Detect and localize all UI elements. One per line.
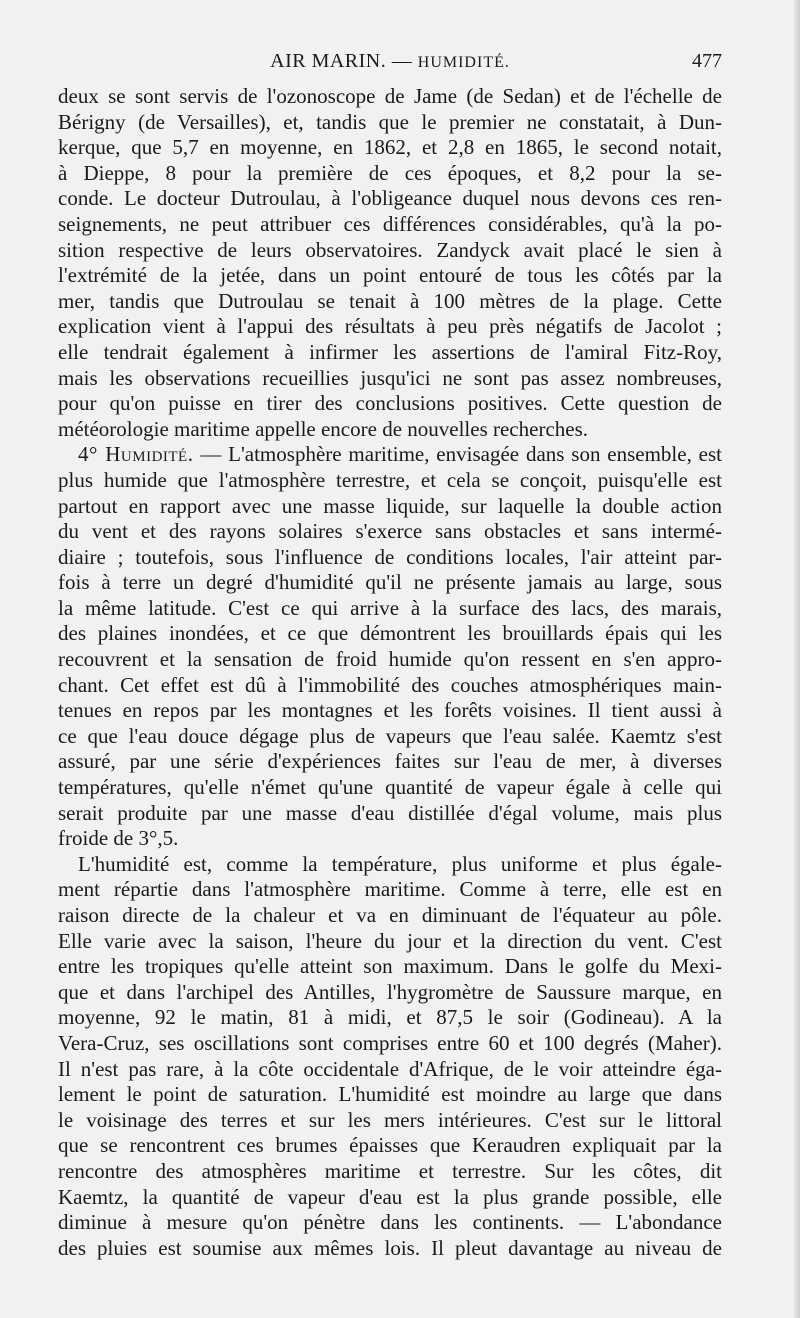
- text-line: seignements, ne peut attribuer ces différences considérables, qu'à la po-: [58, 211, 722, 236]
- text-line: mais les observations recueillies jusqu'ici ne sont pas assez nombreuses,: [58, 365, 722, 390]
- text-line: Vera-Cruz, ses oscillations sont comprises entre 60 et 100 degrés (Maher).: [58, 1030, 722, 1055]
- text-line: l'extrémité de la jetée, dans un point entouré de tous les côtés par la: [58, 263, 722, 288]
- text-line: sition respective de leurs observatoires. Zandyck avait placé le sien à: [58, 237, 722, 262]
- text-line: rencontre des atmosphères maritime et terrestre. Sur les côtes, dit: [58, 1158, 722, 1183]
- text-line: chant. Cet effet est dû à l'immobilité des couches atmosphériques main-: [58, 672, 722, 697]
- running-header: [58, 48, 722, 78]
- text-line: entre les tropiques qu'elle atteint son maximum. Dans le golfe du Mexi-: [58, 954, 722, 979]
- page-body: [58, 84, 722, 1261]
- text-line: à Dieppe, 8 pour la première de ces époques, et 8,2 pour la se-: [58, 160, 722, 185]
- text-line: des plaines inondées, et ce que démontrent les brouillards épais qui les: [58, 621, 722, 646]
- text-line: recouvrent et la sensation de froid humide qu'on ressent en s'en appro-: [58, 647, 722, 672]
- text-line: météorologie maritime appelle encore de nouvelles recherches.: [58, 416, 589, 441]
- text-line: elle tendrait également à infirmer les assertions de l'amiral Fitz-Roy,: [58, 339, 722, 364]
- text-line: assuré, par une série d'expériences faites sur l'eau de mer, à diverses: [58, 749, 722, 774]
- text-line: moyenne, 92 le matin, 81 à midi, et 87,5 le soir (Godineau). A la: [58, 1005, 722, 1030]
- text-line-fragment: — L'atmosphère maritime, envisagée dans son ensemble, est: [200, 442, 722, 467]
- text-line: du vent et des rayons solaires s'exerce sans obstacles et sans intermé-: [58, 519, 722, 544]
- text-line: conde. Le docteur Dutroulau, à l'obligeance duquel nous devons ces ren-: [58, 186, 722, 211]
- text-line: Bérigny (de Versailles), et, tandis que le premier ne constatait, à Dun-: [58, 109, 722, 134]
- text-line: deux se sont servis de l'ozonoscope de Jame (de Sedan) et de l'échelle de: [58, 84, 722, 108]
- text-line: raison directe de la chaleur et va en diminuant de l'équateur au pôle.: [58, 903, 722, 927]
- text-line: Elle varie avec la saison, l'heure du jour et la direction du vent. C'est: [58, 928, 722, 953]
- text-line: que et dans l'archipel des Antilles, l'hygromètre de Saussure marque, en: [58, 979, 722, 1004]
- text-line: diminue à mesure qu'on pénètre dans les continents. — L'abondance: [58, 1210, 722, 1235]
- text-line: partout en rapport avec une masse liquide, sur laquelle la double action: [58, 493, 722, 518]
- text-line: Kaemtz, la quantité de vapeur d'eau est la plus grande possible, elle: [58, 1184, 722, 1209]
- text-line: serait produite par une masse d'eau distillée d'égal volume, mais plus: [58, 800, 722, 825]
- running-title-sub: HUMIDITÉ.: [417, 54, 510, 71]
- text-line: des pluies est soumise aux mêmes lois. Il pleut davantage au niveau de: [58, 1235, 722, 1260]
- section-heading: 4° Humidité.: [78, 442, 194, 467]
- section-heading-line: [58, 442, 722, 468]
- text-line: L'humidité est, comme la température, plus uniforme et plus égale-: [78, 851, 722, 876]
- text-line: Il n'est pas rare, à la côte occidentale d'Afrique, de le voir atteindre éga-: [58, 1056, 722, 1081]
- text-line: la même latitude. C'est ce qui arrive à la surface des lacs, des marais,: [58, 595, 722, 620]
- text-line: températures, qu'elle n'émet qu'une quantité de vapeur égale à celle qui: [58, 775, 722, 800]
- text-line: diaire ; toutefois, sous l'influence de conditions locales, l'air atteint par-: [58, 544, 722, 569]
- text-line: fois à terre un degré d'humidité qu'il ne présente jamais au large, sous: [58, 570, 722, 595]
- text-line: froide de 3°,5.: [58, 826, 179, 851]
- page-edge: [794, 0, 800, 1318]
- running-title-main: AIR MARIN. —: [270, 50, 413, 72]
- text-line: ce que l'eau douce dégage plus de vapeurs que l'eau salée. Kaemtz s'est: [58, 723, 722, 748]
- text-line: que se rencontrent ces brumes épaisses que Keraudren expliquait par la: [58, 1133, 722, 1158]
- text-line: explication vient à l'appui des résultats à peu près négatifs de Jacolot ;: [58, 314, 722, 339]
- text-line: pour qu'on puisse en tirer des conclusions positives. Cette question de: [58, 391, 722, 416]
- text-line: kerque, que 5,7 en moyenne, en 1862, et 2,8 en 1865, le second notait,: [58, 135, 722, 160]
- text-line: lement le point de saturation. L'humidité est moindre au large que dans: [58, 1082, 722, 1107]
- text-line: le voisinage des terres et sur les mers intérieures. C'est sur le littoral: [58, 1107, 722, 1132]
- text-line: ment répartie dans l'atmosphère maritime. Comme à terre, elle est en: [58, 877, 722, 902]
- page-number: 477: [692, 50, 722, 72]
- text-line: tenues en repos par les montagnes et les forêts voisines. Il tient aussi à: [58, 698, 722, 723]
- text-line: mer, tandis que Dutroulau se tenait à 100 mètres de la plage. Cette: [58, 288, 722, 313]
- text-line: plus humide que l'atmosphère terrestre, et cela se conçoit, puisqu'elle est: [58, 467, 722, 492]
- running-title: [58, 50, 722, 73]
